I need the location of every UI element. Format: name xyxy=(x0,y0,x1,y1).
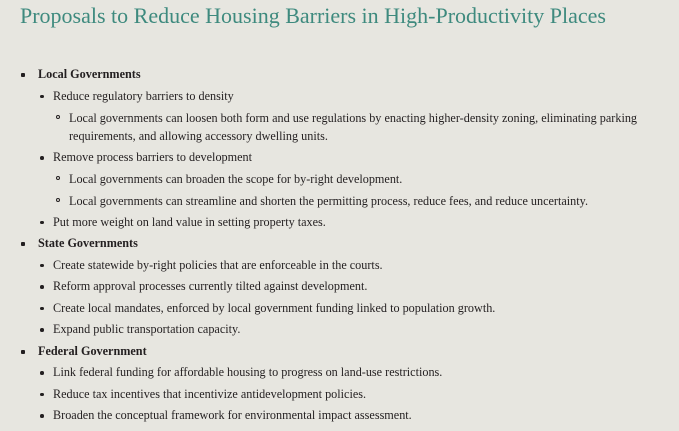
proposal-item xyxy=(38,212,670,234)
proposal-item xyxy=(38,147,670,212)
proposal-text: Reduce tax incentives that incentivize antidevelopment policies. xyxy=(53,386,367,401)
section-item xyxy=(20,64,670,233)
section-heading: Local Governments xyxy=(38,67,141,81)
proposal-item xyxy=(38,298,670,320)
proposal-item xyxy=(38,384,670,406)
proposal-text: Remove process barriers to development xyxy=(53,150,252,164)
proposal-text: Expand public transportation capacity. xyxy=(53,322,241,336)
proposal-text: Create local mandates, enforced by local government funding linked to population growth. xyxy=(53,300,496,315)
detail-item: Local governments can streamline and shorten the permitting process, reduce fees, and reduce uncertainty. xyxy=(53,190,670,212)
section-heading: Federal Government xyxy=(38,343,147,358)
proposal-item xyxy=(38,319,670,341)
proposals-list-container xyxy=(20,64,670,427)
proposal-text: Reform approval processes currently tilted against development. xyxy=(53,279,368,293)
detail-list xyxy=(53,107,670,147)
proposal-item xyxy=(38,255,670,277)
proposal-text: Broaden the conceptual framework for environmental impact assessment. xyxy=(53,408,412,422)
proposal-text: Reduce regulatory barriers to density xyxy=(53,88,234,103)
section-heading: State Governments xyxy=(38,236,138,250)
proposal-list xyxy=(38,362,670,427)
proposal-item xyxy=(38,276,670,298)
proposal-list xyxy=(38,86,670,234)
detail-list xyxy=(53,169,670,212)
proposal-text: Create statewide by-right policies that are enforceable in the courts. xyxy=(53,257,383,272)
proposal-list xyxy=(38,255,670,341)
detail-item: Local governments can broaden the scope for by-right development. xyxy=(53,169,670,191)
proposal-text: Link federal funding for affordable housing to progress on land-use restrictions. xyxy=(53,365,443,379)
section-item xyxy=(20,233,670,341)
proposal-text: Put more weight on land value in setting property taxes. xyxy=(53,214,326,229)
proposal-item xyxy=(38,405,670,427)
page-title: Proposals to Reduce Housing Barriers in High-Productivity Places xyxy=(20,3,606,28)
section-item xyxy=(20,341,670,427)
proposal-item xyxy=(38,86,670,148)
proposal-item xyxy=(38,362,670,384)
detail-item: Local governments can loosen both form and use regulations by enacting higher-density zoning, eliminating parking requirements, and allowing accessory dwelling units. xyxy=(53,107,670,147)
sections-list xyxy=(20,64,670,427)
